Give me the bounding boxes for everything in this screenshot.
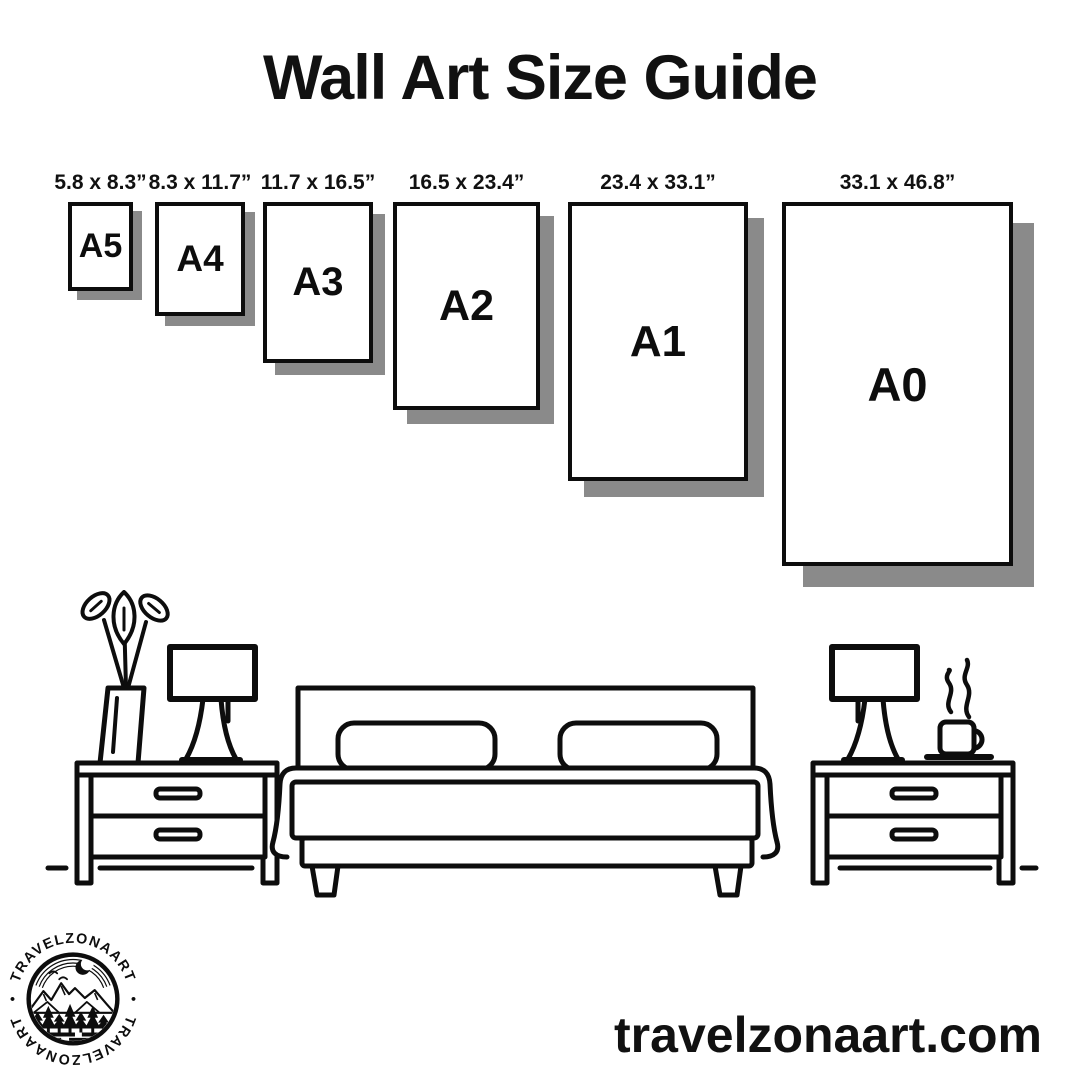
size-item-a3 [260, 171, 376, 363]
table-lamp-left-icon [170, 647, 255, 760]
logo-separator-dot: • [126, 996, 142, 1002]
paper-box-a4 [155, 202, 245, 316]
bed-icon [272, 688, 778, 895]
bedroom-scene-illustration [40, 590, 1040, 902]
dimension-label-a5: 5.8 x 8.3” [54, 171, 147, 194]
pillow-right [560, 723, 717, 770]
dimension-label-a1: 23.4 x 33.1” [600, 171, 716, 194]
dimension-label-a3: 11.7 x 16.5” [260, 171, 376, 194]
steam-icon [947, 660, 969, 717]
bed-leg [312, 866, 338, 895]
plant-icon [78, 590, 173, 763]
svg-text:TRAVELZONAART [8, 931, 138, 985]
svg-text:• [126, 997, 141, 1002]
logo-ring-text-top: TRAVELZONAART [7, 930, 139, 985]
size-item-a2 [393, 171, 540, 410]
dimension-label-a4: 8.3 x 11.7” [148, 171, 252, 194]
size-item-a4 [148, 171, 252, 316]
size-item-a0 [782, 171, 1013, 566]
size-name-label: A2 [439, 281, 494, 330]
table-lamp-right-icon [832, 647, 917, 760]
logo-separator-dot: • [4, 996, 20, 1002]
logo-birds-icon [49, 971, 67, 979]
size-name-label: A5 [78, 227, 123, 265]
paper-box-a1 [568, 202, 748, 481]
website-text: travelzonaart.com [614, 1007, 1042, 1063]
paper-box-a2 [393, 202, 540, 410]
nightstand-right-icon [813, 763, 1013, 883]
bed-leg [715, 866, 741, 895]
coffee-cup-icon [927, 660, 991, 757]
size-name-label: A0 [867, 357, 928, 411]
svg-text:• [5, 996, 20, 1001]
brand-logo [4, 928, 142, 1068]
logo-ring-text-bottom: TRAVELZONAART [7, 1013, 139, 1068]
size-item-a1 [568, 171, 748, 481]
page-title: Wall Art Size Guide [263, 43, 817, 113]
paper-box-a5 [68, 202, 133, 291]
dimension-label-a0: 33.1 x 46.8” [839, 171, 956, 194]
nightstand-left-icon [77, 763, 277, 883]
size-item-a5 [54, 171, 147, 291]
dimension-label-a2: 16.5 x 23.4” [408, 171, 525, 194]
paper-box-a0 [782, 202, 1013, 566]
size-name-label: A3 [292, 260, 344, 304]
size-name-label: A1 [629, 316, 687, 366]
pillow-left [338, 723, 495, 770]
paper-box-a3 [263, 202, 373, 363]
size-name-label: A4 [176, 238, 224, 279]
